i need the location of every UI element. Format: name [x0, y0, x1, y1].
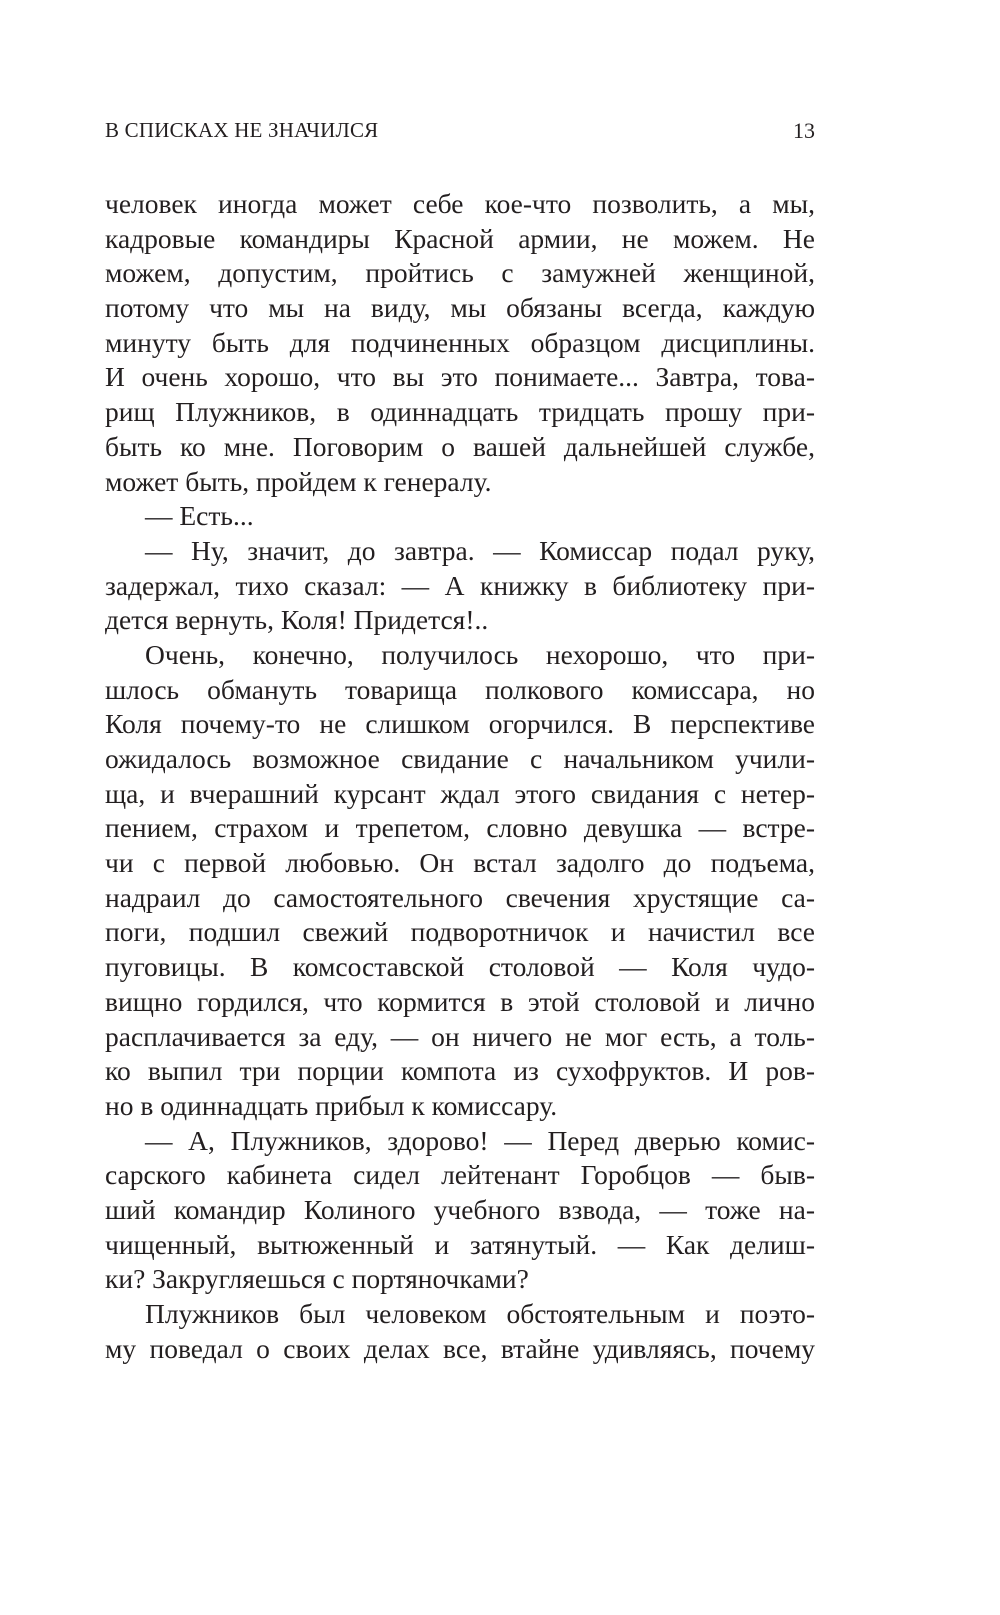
text-line: Очень, конечно, получилось нехорошо, что при- — [145, 638, 815, 670]
text-line: И очень хорошо, что вы это понимаете... Завтра, това- — [105, 361, 815, 393]
text-line: дется вернуть, Коля! Придется!.. — [105, 604, 489, 636]
text-line: пуговицы. В комсоставской столовой — Коля чудо- — [105, 951, 815, 983]
text-line: ща, и вчерашний курсант ждал этого свидания с нетер- — [105, 777, 815, 809]
text-line: кадровые командиры Красной армии, не можем. Не — [105, 222, 815, 254]
text-line: человек иногда может себе кое-что позволить, а мы, — [105, 188, 815, 219]
text-line: Коля почему-то не слишком огорчился. В перспективе — [105, 708, 815, 740]
text-line: пением, страхом и трепетом, словно девушка — встре- — [105, 812, 815, 844]
text-line: потому что мы на виду, мы обязаны всегда, каждую — [105, 292, 815, 324]
text-line: чищенный, вытюженный и затянутый. — Как делиш- — [105, 1228, 815, 1260]
text-line: поги, подшил свежий подворотничок и начистил все — [105, 916, 815, 948]
body-text — [105, 187, 815, 1366]
text-line: ки? Закругляешься с портяночками? — [105, 1263, 529, 1295]
text-line: ожидалось возможное свидание с начальником учили- — [105, 743, 815, 774]
text-line: быть ко мне. Поговорим о вашей дальнейшей службе, — [105, 430, 815, 462]
running-header — [105, 118, 815, 148]
text-line: вищно гордился, что кормится в этой столовой и лично — [105, 985, 815, 1017]
text-line: сарского кабинета сидел лейтенант Горобцов — быв- — [105, 1159, 815, 1191]
text-line: задержал, тихо сказал: — А книжку в библиотеку при- — [105, 569, 815, 601]
text-line: но в одиннадцать прибыл к комиссару. — [105, 1089, 558, 1121]
text-line: му поведал о своих делах все, втайне удивляясь, почему — [105, 1332, 815, 1364]
text-line: может быть, пройдем к генералу. — [105, 465, 492, 497]
text-line: можем, допустим, пройтись с замужней женщиной, — [105, 257, 815, 289]
running-title: В СПИСКАХ НЕ ЗНАЧИЛСЯ — [105, 118, 379, 142]
text-line: ко выпил три порции компота из сухофруктов. И ров- — [105, 1055, 815, 1087]
text-line: — Есть... — [145, 500, 254, 532]
text-line: — Ну, значит, до завтра. — Комиссар подал руку, — [145, 534, 815, 566]
text-line: надраил до самостоятельного свечения хрустящие са- — [105, 881, 815, 913]
text-line: рищ Плужников, в одиннадцать тридцать прошу при- — [105, 396, 815, 428]
page-number: 13 — [793, 118, 815, 143]
text-line: ший командир Колиного учебного взвода, — тоже на- — [105, 1193, 815, 1225]
text-line: расплачивается за еду, — он ничего не мог есть, а толь- — [105, 1020, 815, 1052]
text-line: — А, Плужников, здорово! — Перед дверью комис- — [145, 1124, 815, 1156]
text-line: Плужников был человеком обстоятельным и поэто- — [145, 1298, 815, 1329]
text-line: чи с первой любовью. Он встал задолго до подъема, — [105, 847, 815, 879]
text-line: шлось обмануть товарища полкового комиссара, но — [105, 673, 815, 705]
text-line: минуту быть для подчиненных образцом дисциплины. — [105, 326, 815, 358]
